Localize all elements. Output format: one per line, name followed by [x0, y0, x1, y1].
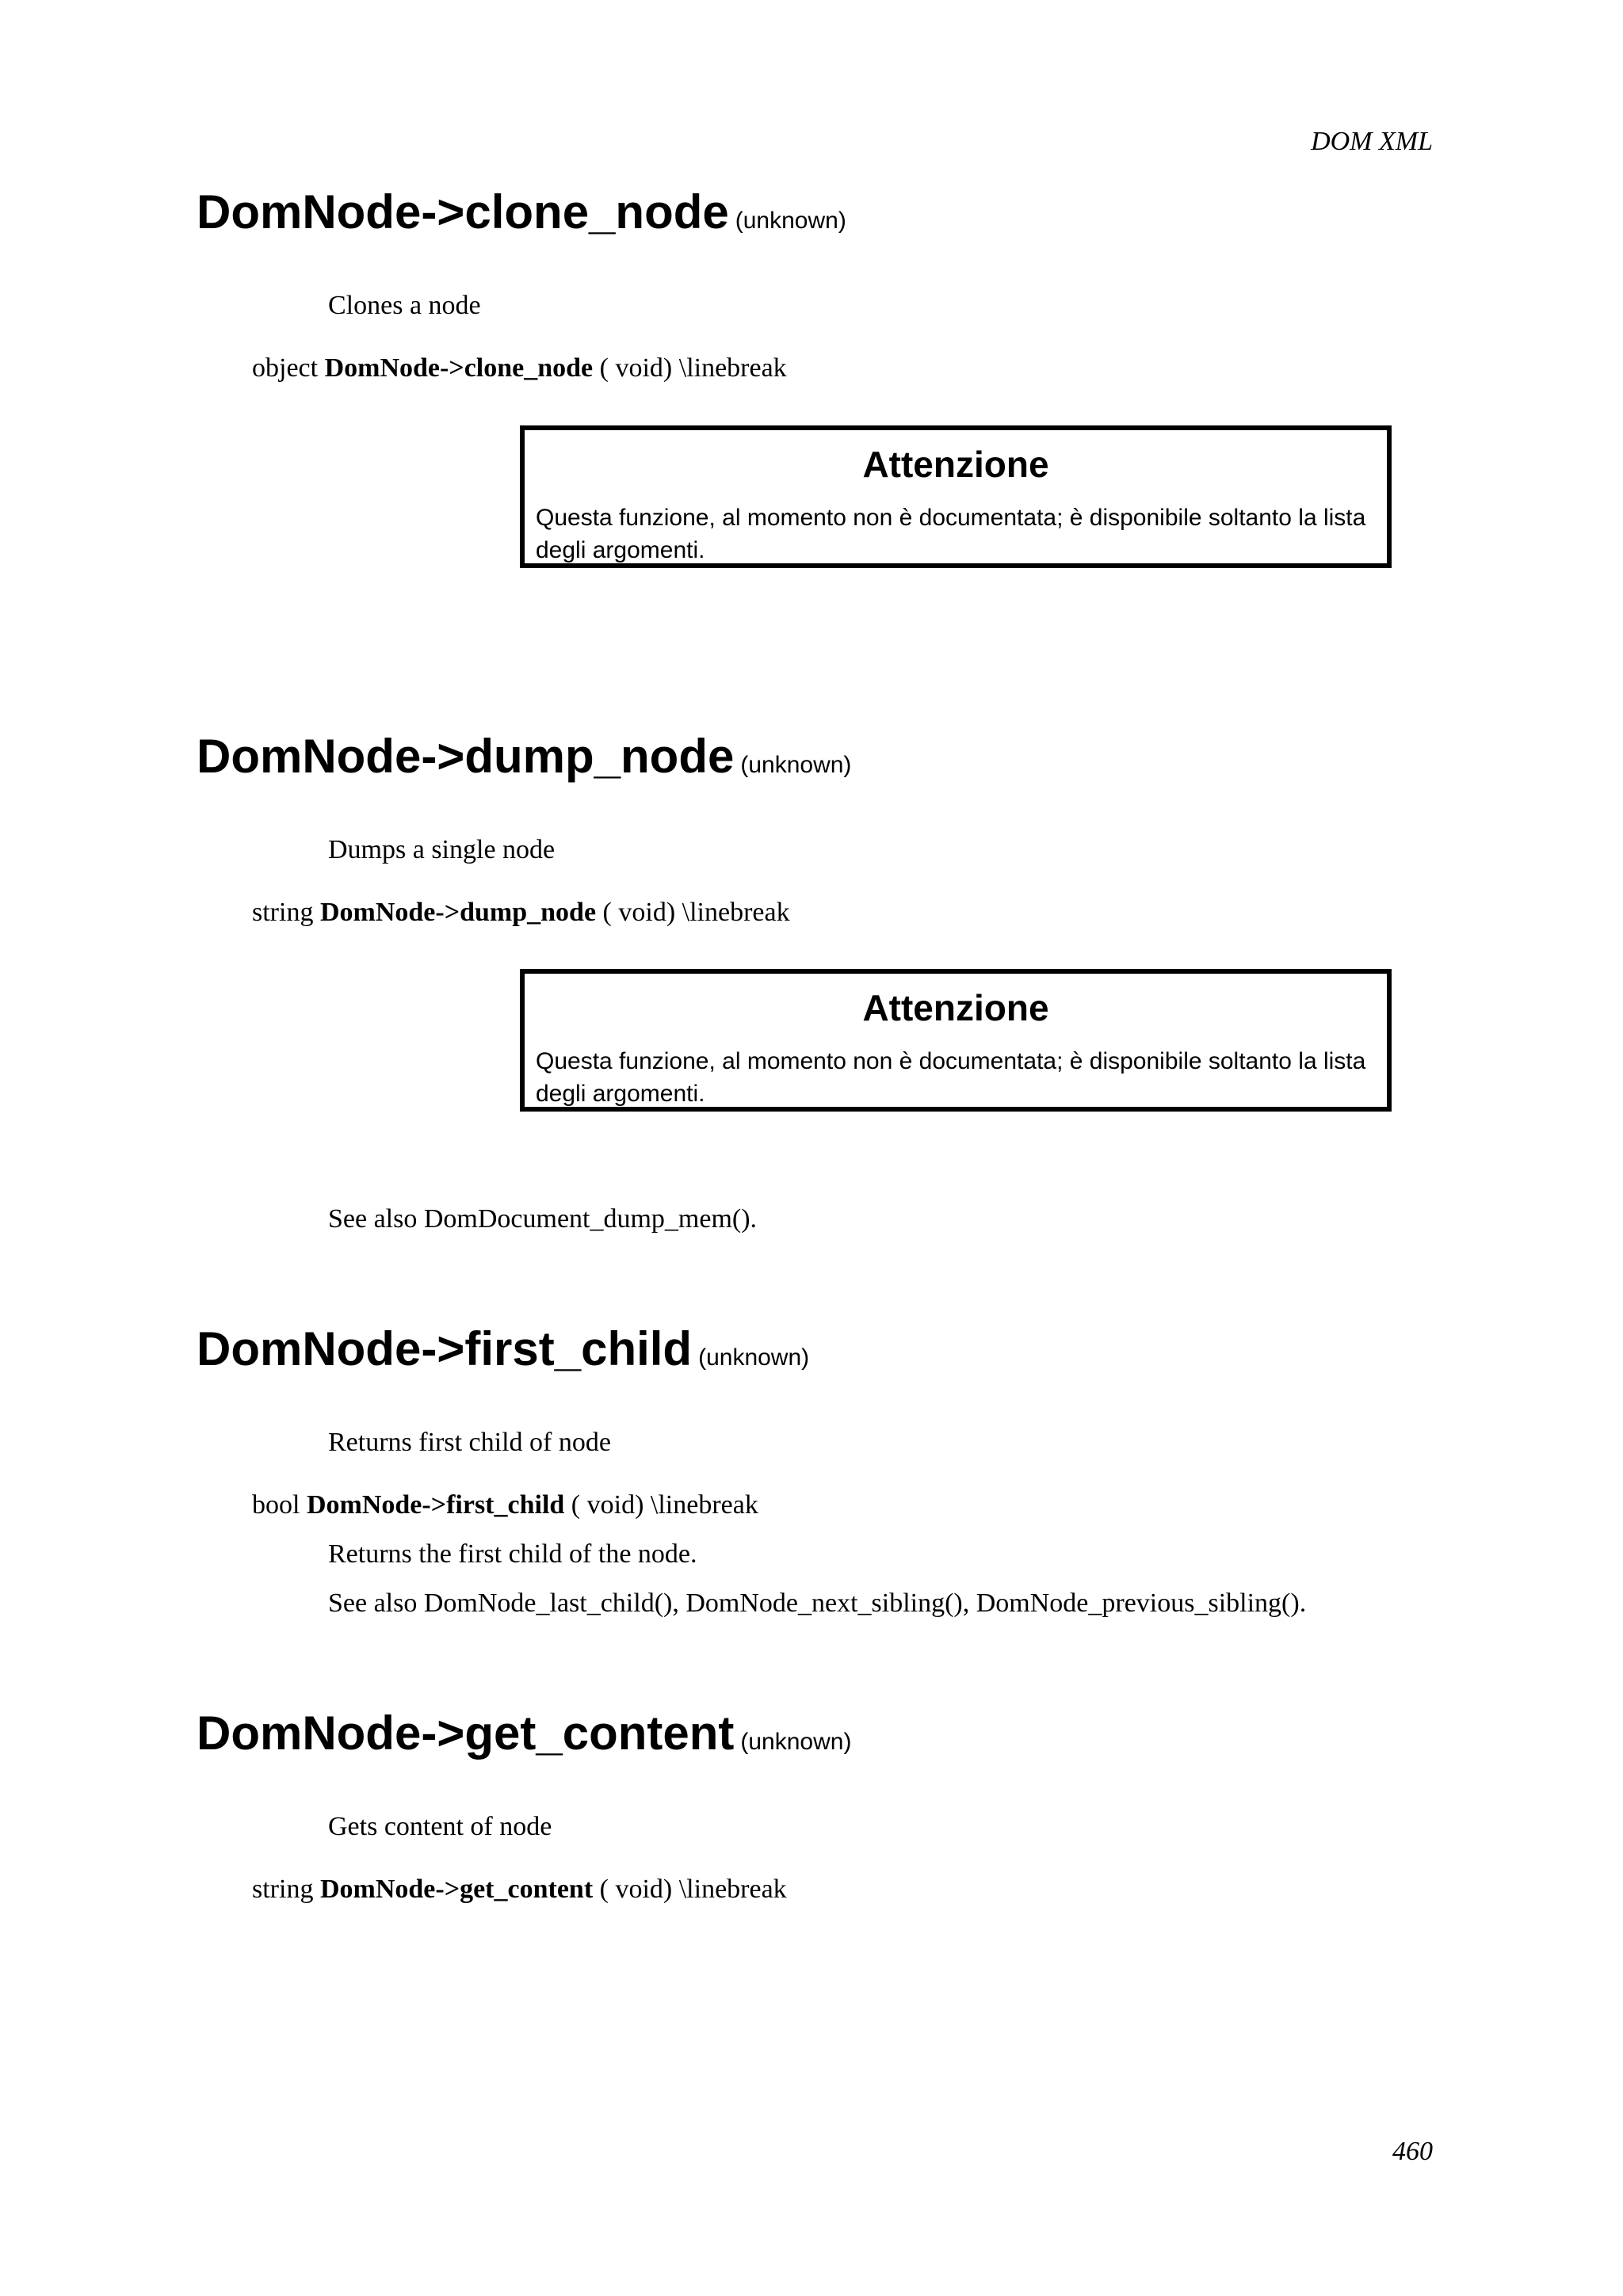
purpose-text: Gets content of node	[328, 1812, 552, 1841]
running-header: DOM XML	[1311, 127, 1433, 156]
warning-box	[520, 969, 1392, 1112]
params: ( void) \linebreak	[571, 1490, 758, 1520]
params: ( void) \linebreak	[599, 353, 787, 383]
synopsis	[252, 1876, 787, 1903]
version-label: (unknown)	[740, 752, 852, 778]
function-name-bold: DomNode->clone_node	[324, 353, 594, 383]
synopsis	[252, 355, 787, 382]
version-label: (unknown)	[735, 208, 846, 234]
warning-box	[520, 425, 1392, 568]
version-label: (unknown)	[698, 1344, 810, 1371]
function-name: DomNode->first_child	[197, 1322, 693, 1375]
function-name-bold: DomNode->dump_node	[319, 898, 597, 927]
see-also: See also DomDocument_dump_mem().	[328, 1204, 758, 1234]
function-name: DomNode->clone_node	[197, 185, 729, 238]
heading-first-child	[197, 1322, 810, 1375]
params: ( void) \linebreak	[599, 1875, 787, 1904]
return-type: bool	[252, 1490, 300, 1520]
synopsis	[252, 899, 790, 926]
page-number: 460	[1392, 2137, 1433, 2166]
purpose-text: Dumps a single node	[328, 835, 556, 864]
function-name: DomNode->dump_node	[197, 730, 735, 783]
params: ( void) \linebreak	[602, 898, 790, 927]
function-name-bold: DomNode->get_content	[319, 1875, 594, 1904]
warning-text: Questa funzione, al momento non è documentata; è disponibile soltanto la lista degli argomenti.	[536, 1048, 1366, 1107]
purpose-text: Returns first child of node	[328, 1428, 611, 1457]
warning-title: Attenzione	[862, 987, 1049, 1028]
synopsis	[252, 1492, 758, 1519]
heading-get-content	[197, 1707, 852, 1760]
function-name-bold: DomNode->first_child	[306, 1490, 565, 1520]
see-also: See also DomNode_last_child(), DomNode_next_sibling(), DomNode_previous_sibling().	[328, 1589, 1307, 1618]
warning-title: Attenzione	[862, 444, 1049, 485]
heading-dump-node	[197, 730, 852, 783]
purpose-text: Clones a node	[328, 291, 481, 320]
return-type: string	[252, 898, 314, 927]
description: Returns the first child of the node.	[328, 1539, 697, 1569]
return-type: string	[252, 1875, 314, 1904]
heading-clone-node	[197, 185, 846, 238]
warning-text: Questa funzione, al momento non è documentata; è disponibile soltanto la lista degli argomenti.	[536, 505, 1366, 563]
version-label: (unknown)	[740, 1729, 852, 1755]
return-type: object	[252, 353, 319, 383]
function-name: DomNode->get_content	[197, 1707, 735, 1760]
